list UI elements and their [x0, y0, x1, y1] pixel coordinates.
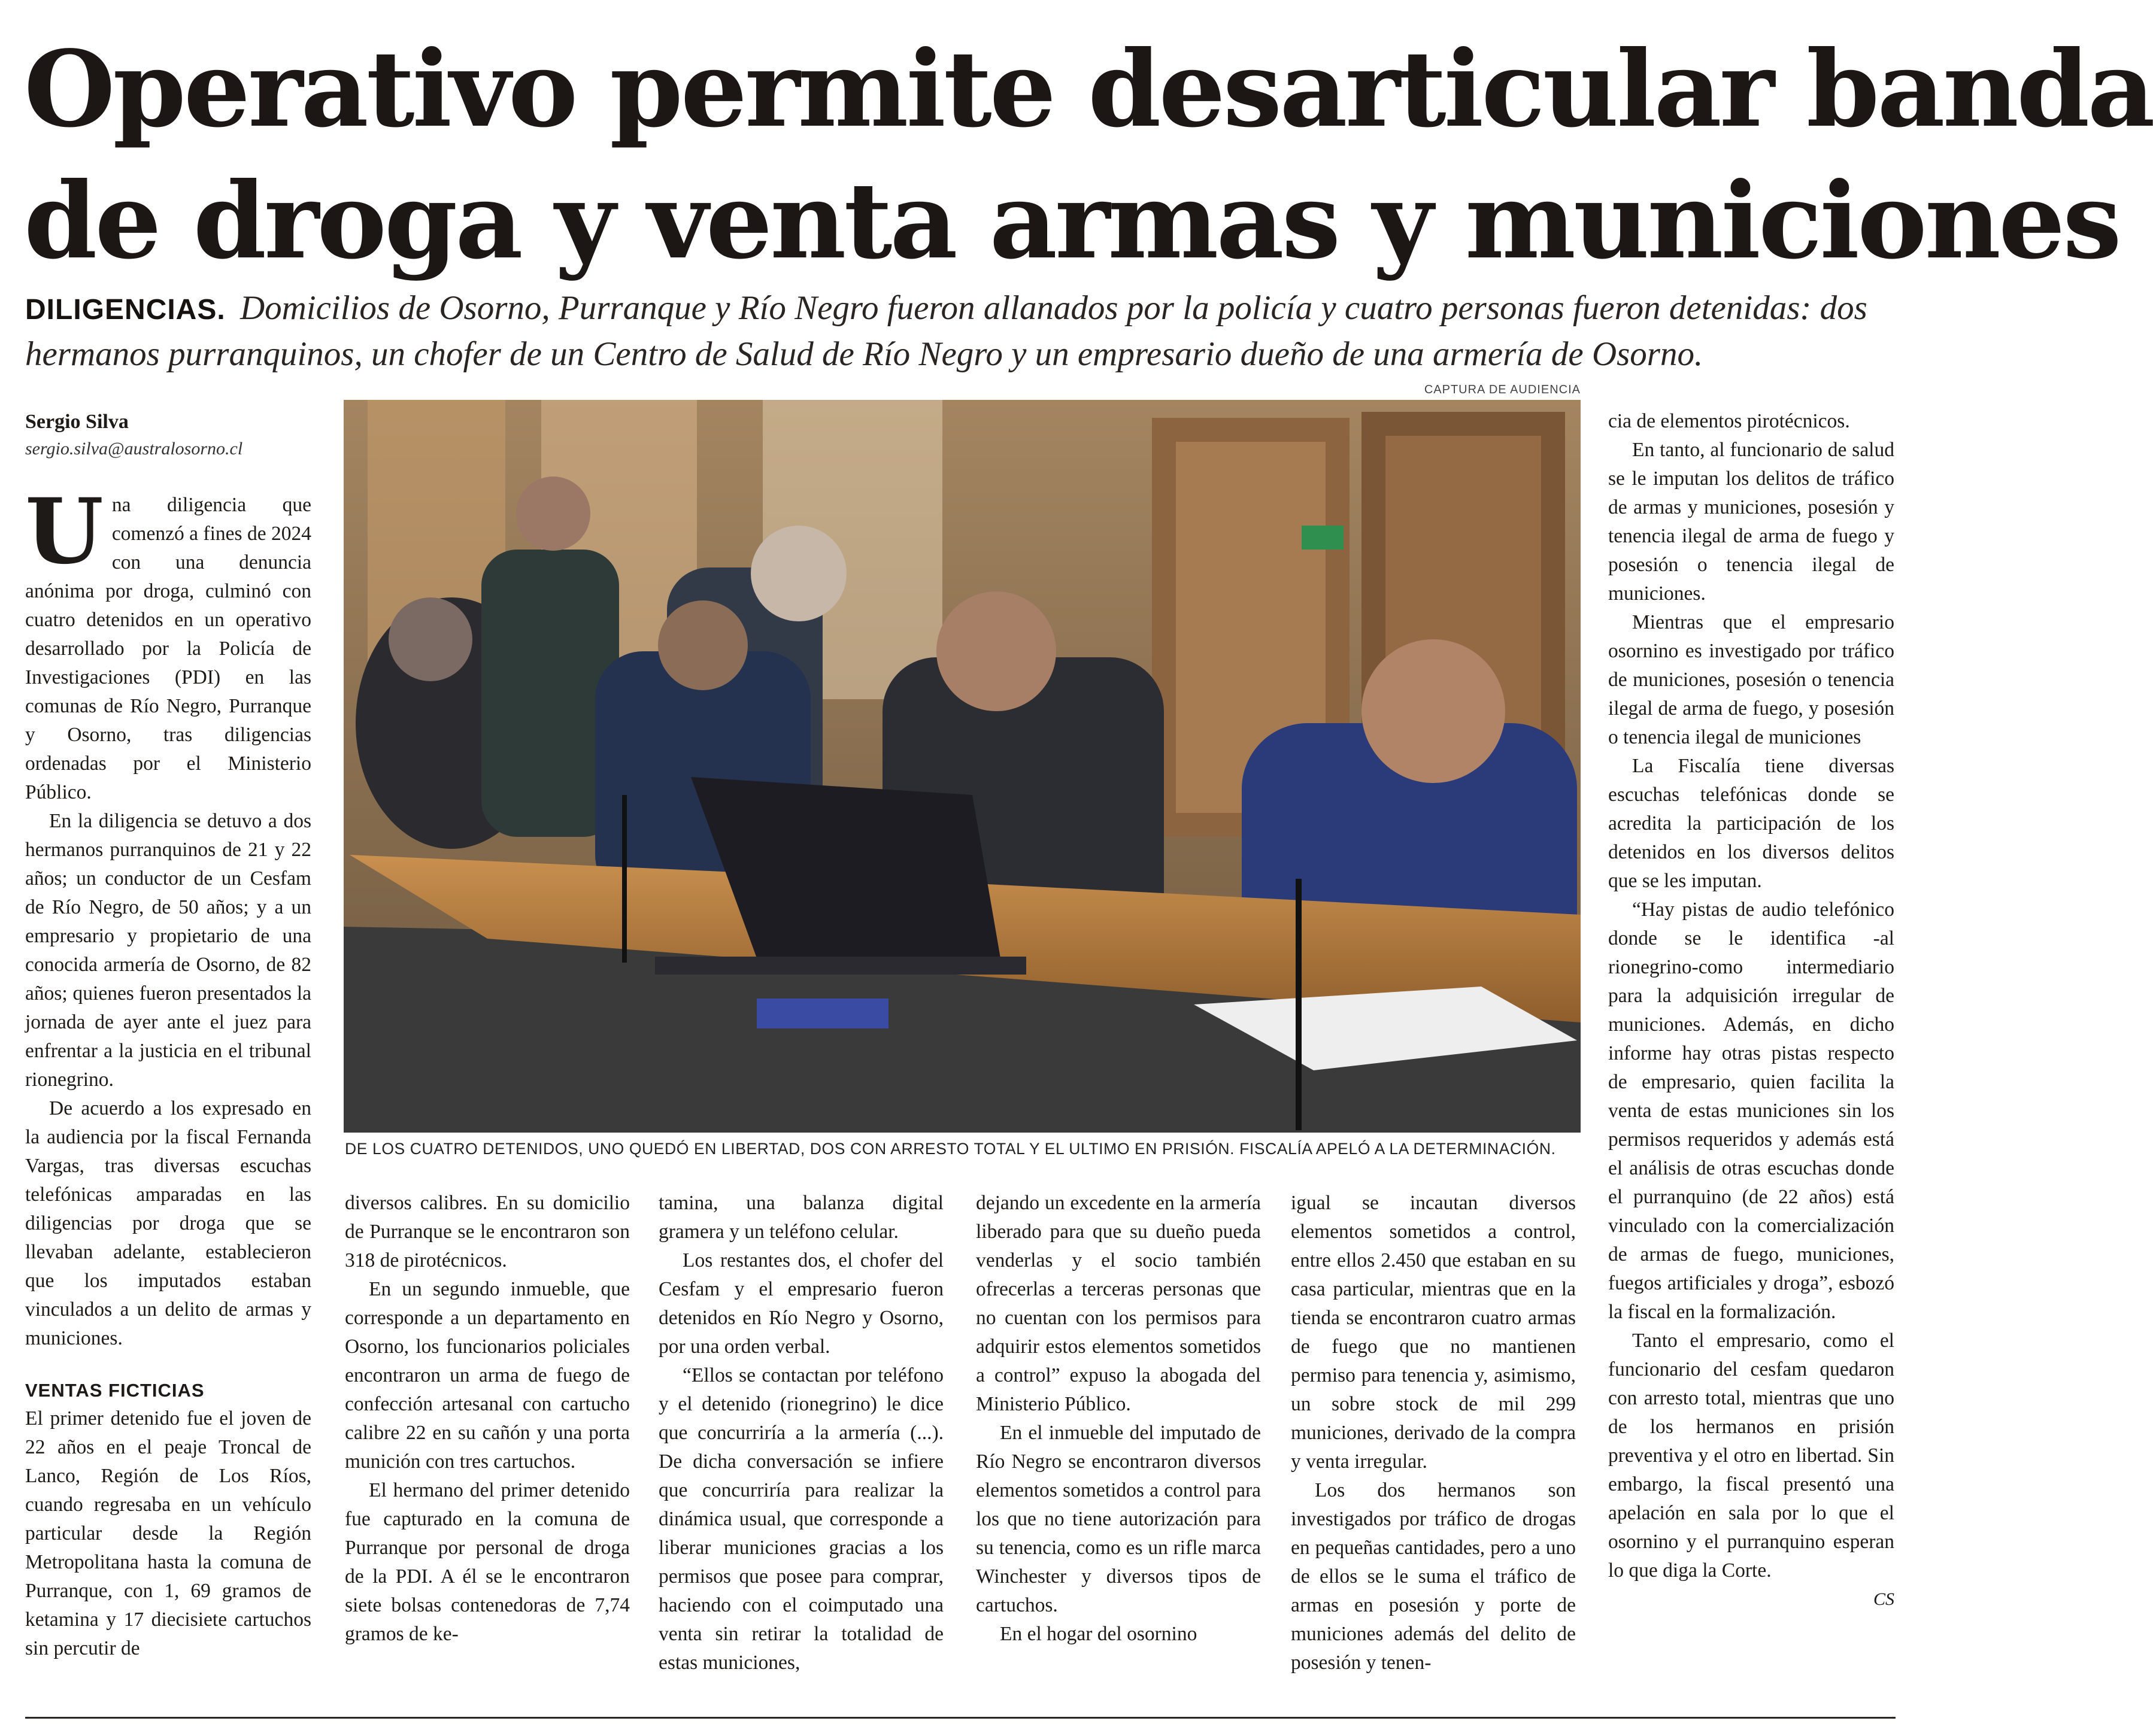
paragraph: cia de elementos pirotécnicos.	[1608, 410, 1850, 432]
paragraph: Una diligencia que comenzó a fines de 2024 con una denuncia anónima por droga, culminó con cuatro detenidos en un operativo desarrollado por la Policía de Investigaciones (PDI) en las comunas de Río Negro, Purranque y Osorno, tras diligencias ordenadas por el Ministerio Público.	[25, 479, 311, 803]
paragraph: “Ellos se contactan por teléfono y el detenido (rionegrino) le dice que concurriría a la armería (...). De dicha conversación se infiere que concurriría para realizar la dinámica usual, que corresponde a liberar municiones gracias a los permisos que posee para comprar, haciendo con el coimputado una venta sin retirar la totalidad de estas municiones,	[659, 1364, 944, 1674]
paragraph: Tanto el empresario, como el funcionario del cesfam quedaron con arresto total, mientras que uno de los hermanos en prisión preventiva y el otro en libertad. Sin embargo, la fiscal presentó una apelación en sala por lo que el osornino y el purranquino esperan lo que diga la Corte.	[1608, 1330, 1894, 1582]
paragraph: En tanto, al funcionario de salud se le imputan los delitos de tráfico de armas y municiones, posesión y tenencia ilegal de arma de fuego y posesión o tenencia ilegal de municiones.	[1608, 439, 1894, 605]
paragraph: “Hay pistas de audio telefónico donde se le identifica -al rionegrino-como intermediario para la adquisición irregular de municiones. Además, en dicho informe hay otras pistas respecto de empresario, quien facilita la venta de estas municiones sin los permisos requeridos y además está el análisis de otras escuchas donde el purranquino (de 22 años) está vinculado con la comercialización de armas de fuego, municiones, fuegos artificiales y droga”, esbozó la fiscal en la formalización.	[1608, 899, 1894, 1323]
lede-text: Domicilios de Osorno, Purranque y Río Negro fueron allanados por la policía y cuatro personas fueron detenidas: dos hermanos purranquinos, un chofer de un Centro de Salud de Río Negro y un empresario dueño de una armería de Osorno.	[25, 289, 1867, 373]
headline-line-2: de droga y venta armas y municiones	[24, 160, 2119, 283]
author-signoff: CS	[1873, 1589, 1894, 1609]
bottom-rule	[25, 1717, 1896, 1719]
paragraph: dejando un excedente en la armería liberado para que su dueño pueda venderlas y el socio también ofrecerlas a terceras personas que no cuentan con los permisos para adquirir estos elementos sometidos a control” expuso la abogada del Ministerio Público.	[976, 1192, 1261, 1415]
author-email: sergio.silva@australosorno.cl	[25, 439, 243, 459]
courtroom-photo-illustration	[344, 400, 1581, 1133]
lede	[25, 286, 1899, 377]
article-column-5	[1291, 1189, 1576, 1677]
paragraph: El primer detenido fue el joven de 22 años en el peaje Troncal de Lanco, Región de Los Ríos, cuando regresaba en un vehículo particular desde la Región Metropolitana hasta la comuna de Purranque, con 1, 69 gramos de ketamina y 17 diecisiete cartuchos sin percutir de	[25, 1407, 311, 1659]
author-name: Sergio Silva	[25, 411, 129, 433]
article-column-6	[1608, 407, 1894, 1614]
paragraph: En el hogar del osornino	[1000, 1623, 1197, 1645]
photo-credit: CAPTURA DE AUDIENCIA	[1424, 383, 1581, 396]
article-column-1	[25, 479, 311, 1663]
paragraph: En la diligencia se detuvo a dos hermanos purranquinos de 21 y 22 años; un conductor de un Cesfam de Río Negro, de 50 años; y a un empresario y propietario de una conocida armería de Osorno, de 82 años; quienes fueron presentados la jornada de ayer ante el juez para enfrentar a la justicia en el tribunal rionegrino.	[25, 810, 311, 1091]
paragraph: Mientras que el empresario osornino es investigado por tráfico de municiones, posesión o tenencia ilegal de arma de fuego, y posesión o tenencia ilegal de municiones	[1608, 611, 1894, 748]
article-column-2	[345, 1189, 630, 1649]
byline	[25, 408, 325, 462]
paragraph: De acuerdo a los expresado en la audiencia por la fiscal Fernanda Vargas, tras diversas escuchas telefónicas amparadas en las diligencias por droga que se llevaban adelante, establecieron que los imputados estaban vinculados a un delito de armas y municiones.	[25, 1097, 311, 1349]
paragraph: diversos calibres. En su domicilio de Purranque se le encontraron son 318 de pirotécnicos.	[345, 1192, 630, 1271]
headline	[24, 24, 2153, 287]
paragraph: igual se incautan diversos elementos sometidos a control, entre ellos 2.450 que estaban en su casa particular, mientras que en la tienda se encontraron cuatro armas de fuego que no mantienen permiso para tenencia y, asimismo, un sobre stock de mil 299 municiones, derivado de la compra y venta irregular.	[1291, 1192, 1576, 1473]
paragraph: Los dos hermanos son investigados por tráfico de drogas en pequeñas cantidades, pero a uno de ellos se le suma el tráfico de armas en posesión y porte de municiones además del delito de posesión y tenen-	[1291, 1479, 1576, 1674]
article-column-4	[976, 1189, 1261, 1649]
subheading: VENTAS FICTICIAS	[25, 1380, 205, 1401]
courtroom-photo	[344, 400, 1581, 1133]
paragraph: El hermano del primer detenido fue capturado en la comuna de Purranque por personal de droga de la PDI. A él se le encontraron siete bolsas contenedoras de 7,74 gramos de ke-	[345, 1479, 630, 1645]
article-column-3	[659, 1189, 944, 1677]
lede-kicker: DILIGENCIAS.	[25, 294, 226, 326]
paragraph: tamina, una balanza digital gramera y un teléfono celular.	[659, 1192, 944, 1243]
headline-line-1: Operativo permite desarticular banda	[24, 28, 2153, 151]
photo-caption: DE LOS CUATRO DETENIDOS, UNO QUEDÓ EN LIBERTAD, DOS CON ARRESTO TOTAL Y EL ULTIMO EN PRISIÓN. FISCALÍA APELÓ A LA DETERMINACIÓN.	[345, 1140, 1556, 1158]
paragraph: En un segundo inmueble, que corresponde a un departamento en Osorno, los funcionarios policiales encontraron un arma de fuego de confección artesanal con cartucho calibre 22 en su cañón y una porta munición con tres cartuchos.	[345, 1278, 630, 1473]
paragraph: La Fiscalía tiene diversas escuchas telefónicas donde se acredita la participación de los detenidos en los diversos delitos que se les imputan.	[1608, 755, 1894, 892]
paragraph: En el inmueble del imputado de Río Negro se encontraron diversos elementos sometidos a control para los que no tiene autorización para su tenencia, como es un rifle marca Winchester y diversos tipos de cartuchos.	[976, 1422, 1261, 1616]
paragraph: Los restantes dos, el chofer del Cesfam y el empresario fueron detenidos en Río Negro y Osorno, por una orden verbal.	[659, 1249, 944, 1358]
